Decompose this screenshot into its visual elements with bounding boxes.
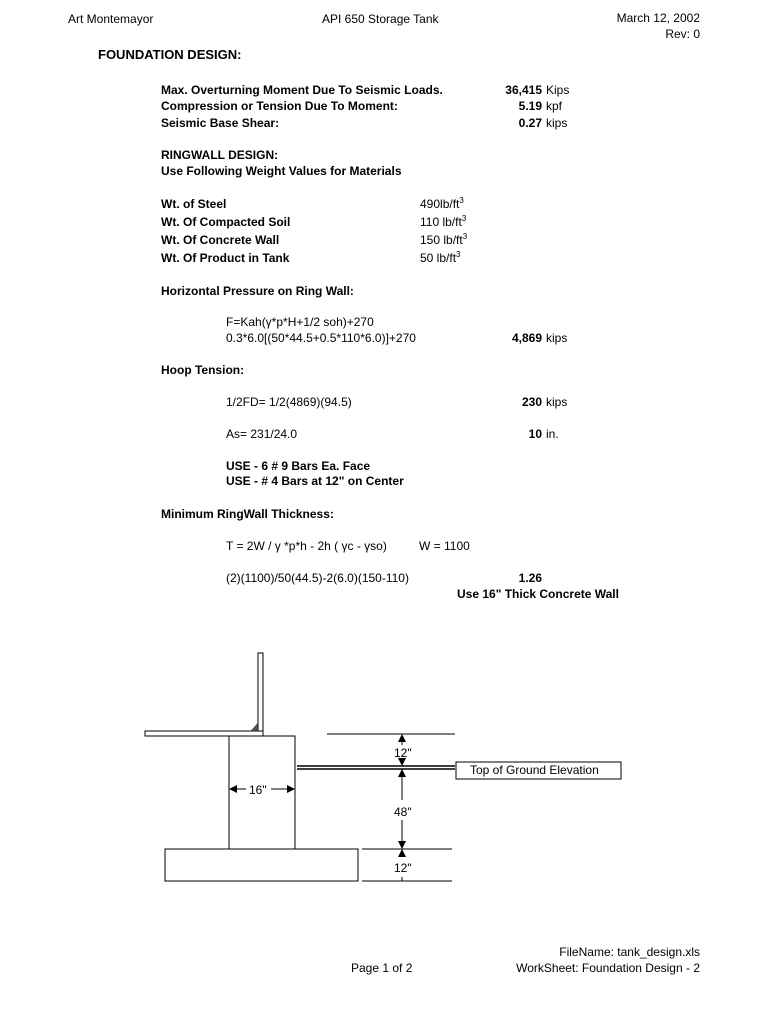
load-unit: Kips [546,83,570,97]
hoop-title: Hoop Tension: [161,363,245,377]
horizontal-formula: F=Kah(γ*p*H+1/2 soh)+270 [226,315,374,329]
load-value: 0.27 [518,116,542,130]
thickness-title: Minimum RingWall Thickness: [161,507,334,521]
load-label: Seismic Base Shear: [161,116,280,130]
material-label: Wt. Of Concrete Wall [161,233,280,247]
material-label: Wt. Of Compacted Soil [161,215,291,229]
material-exponent: 3 [461,214,467,223]
thickness-value: 1.26 [518,571,542,585]
hoop-calc-area: As= 231/24.0 [226,427,298,441]
thickness-w: W = 1100 [419,539,470,553]
footing [165,849,358,881]
footer-filename: FileName: tank_design.xls [559,945,700,959]
material-exponent: 3 [459,196,464,205]
ringwall-subtitle: Use Following Weight Values for Materials [161,164,402,178]
arrow-up-icon [398,734,406,742]
horizontal-title: Horizontal Pressure on Ring Wall: [161,284,354,298]
weld-fillet [251,723,258,731]
load-value: 36,415 [505,83,542,97]
dim-mid-label: 48" [394,805,412,819]
material-value-text: 110 lb/ft [420,215,462,229]
material-value-text: 490lb/ft [420,197,460,211]
hoop-unit-area: in. [546,427,559,441]
thickness-formula: T = 2W / γ *p*h - 2h ( γc - γso) [226,539,387,553]
material-label: Wt. of Steel [161,197,227,211]
tank-bottom-plate [145,731,263,736]
tank-shell [258,653,263,733]
rebar-use-1: USE - 6 # 9 Bars Ea. Face [226,459,371,473]
header-date: March 12, 2002 [616,11,700,25]
load-unit: kpf [546,99,563,113]
ringwall-title: RINGWALL DESIGN: [161,148,279,162]
hoop-calc-force: 1/2FD= 1/2(4869)(94.5) [226,395,352,409]
hoop-unit-force: kips [546,395,568,409]
hoop-value-force: 230 [521,395,542,409]
hoop-value-area: 10 [528,427,542,441]
header-author: Art Montemayor [68,12,154,26]
header-title: API 650 Storage Tank [322,12,439,26]
header-rev: Rev: 0 [665,27,700,41]
load-unit: kips [546,116,568,130]
horizontal-calc: 0.3*6.0[(50*44.5+0.5*110*6.0)]+270 [226,331,416,345]
thickness-conclusion: Use 16" Thick Concrete Wall [457,587,619,601]
load-label: Max. Overturning Moment Due To Seismic Loads. [161,83,443,97]
footer-worksheet: WorkSheet: Foundation Design - 2 [516,961,700,975]
load-value: 5.19 [518,99,542,113]
material-label: Wt. Of Product in Tank [161,251,290,265]
horizontal-unit: kips [546,331,568,345]
rebar-use-2: USE - # 4 Bars at 12" on Center [226,474,404,488]
thickness-calc: (2)(1100)/50(44.5)-2(6.0)(150-110) [226,571,409,585]
ground-label: Top of Ground Elevation [470,763,599,777]
load-label: Compression or Tension Due To Moment: [161,99,398,113]
footer-page: Page 1 of 2 [351,961,413,975]
arrow-up-icon [398,769,406,777]
horizontal-value: 4,869 [511,331,542,345]
dim-width-label: 16" [249,783,267,797]
dim-top-label: 12" [394,746,412,760]
section-title: FOUNDATION DESIGN: [98,47,242,62]
material-exponent: 3 [462,232,468,241]
arrow-up-icon [398,849,406,857]
material-exponent: 3 [456,250,461,259]
dim-bottom-label: 12" [394,861,412,875]
material-value-text: 150 lb/ft [420,233,463,247]
arrow-down-icon [398,841,406,849]
material-value-text: 50 lb/ft [420,251,457,265]
